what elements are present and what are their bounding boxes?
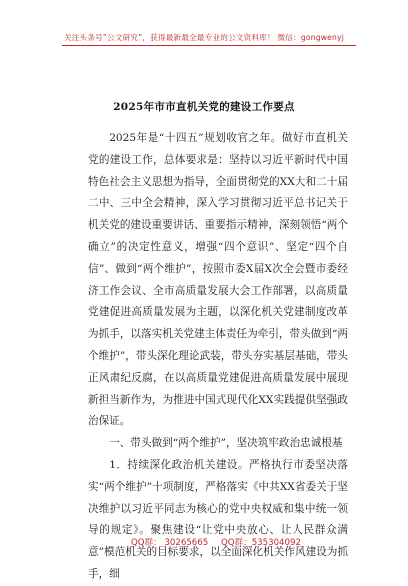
footer-qq-group-2: QQ群：535304092 <box>221 538 301 548</box>
section-heading: 一、带头做到“两个维护”，坚决筑牢政治忠诚根基 <box>109 437 343 450</box>
document-body <box>88 128 348 586</box>
header-notice: 关注头条号“公文研究”，获得最新最全最专业的公文资料库！ 微信：gongwenyj <box>63 33 345 42</box>
document-title: 2025年市市直机关党的建设工作要点 <box>113 101 295 113</box>
footer-qq-group-1: QQ群： 30265665 <box>131 538 209 548</box>
header-divider <box>62 45 356 46</box>
subsection-paragraph: 1．持续深化政治机关建设。严格执行市委坚决落实“两个维护”十项制度，严格落实《中共XX省委关于坚决维护以习近平同志为核心的党中央权威和集中统一领导的规定》。聚焦建设“让党中央放心、让人民群众满意”模范机关的目标要求，以全面深化机关作风建设为抓手，细 <box>88 458 348 580</box>
intro-paragraph: 2025年是“十四五”规划收官之年。做好市直机关党的建设工作，总体要求是：坚持以习近平新时代中国特色社会主义思想为指导，全面贯彻党的XX大和二十届二中、三中全会精神，深入学习贯彻习近平总书记关于机关党的建设重要讲话、重要指示精神，深刻领悟“两个确立”的决定性意义，增强“四个意识”、坚定“四个自信”、做到“两个维护”，按照市委X届X次全会暨市委经济工作会议、全市高质量发展大会工作部署，以高质量党建促进高质量发展为主题，以深化机关党建制度改革为抓手，以落实机关党建主体责任为牵引，带头做到“两个维护”，带头深化理论武装，带头夯实基层基础，带头正风肃纪反腐，在以高质量党建促进高质量发展中展现新担当新作为，为推进中国式现代化XX实践提供坚强政治保证。 <box>88 132 348 428</box>
footer <box>0 536 408 550</box>
